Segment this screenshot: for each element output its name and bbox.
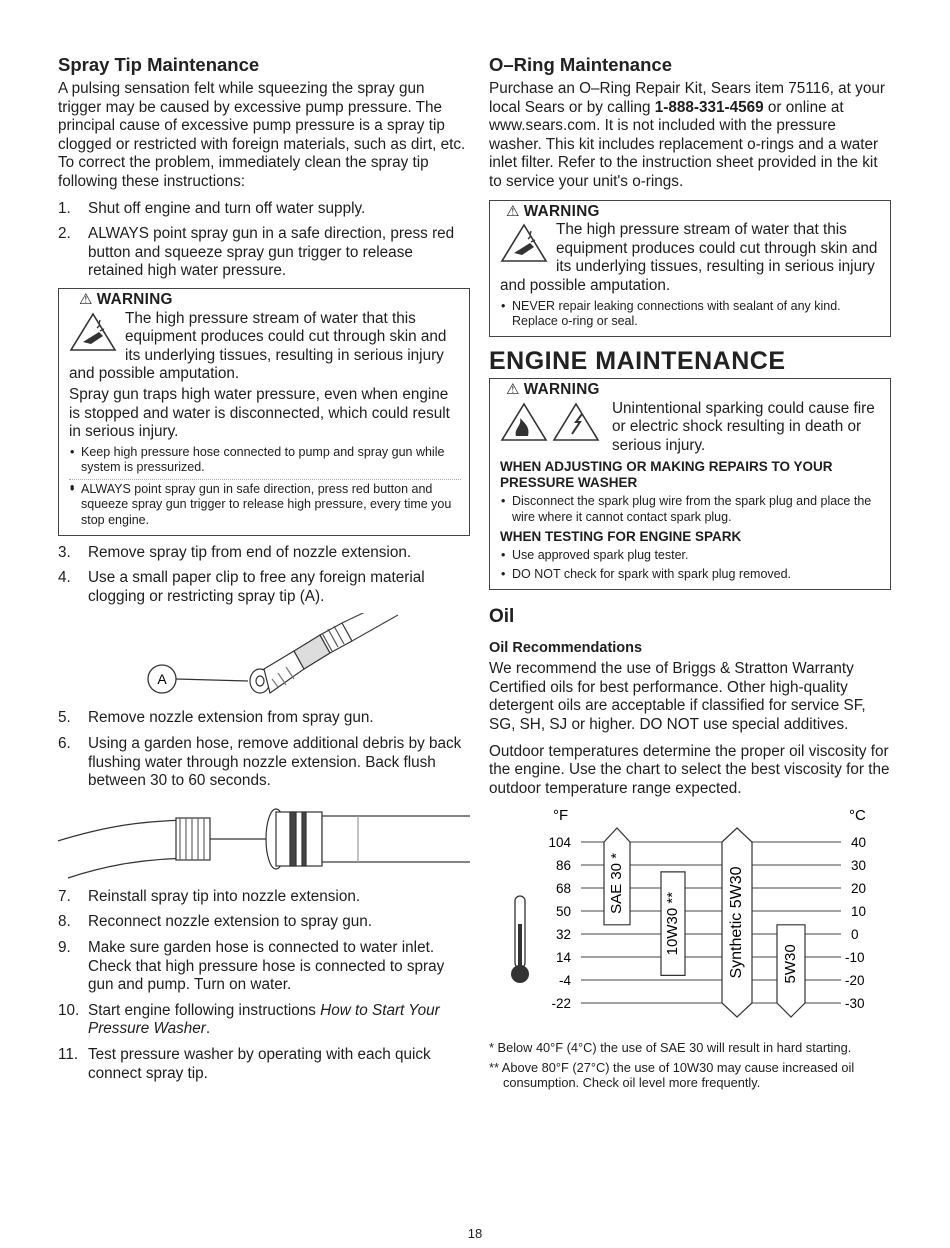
tick-f: 104 [548, 835, 571, 851]
page-number: 18 [467, 1226, 483, 1241]
tick-f: -22 [551, 996, 571, 1012]
tick-f: 32 [555, 927, 571, 943]
step-item: 5. Remove nozzle extension from spray gun. [58, 709, 374, 727]
steps-3-4 [58, 544, 470, 607]
oil-bar-label: Synthetic 5W30 [728, 866, 746, 979]
warning-text: The high pressure stream of water that this equipment produces could cut through skin and its underlying tissues, resulting in serious injury and possible amputation. [500, 221, 878, 294]
step-item: 8. Reconnect nozzle extension to spray gun. [58, 913, 373, 931]
warning-text-2: Spray gun traps high water pressure, even when engine is stopped and water is disconnected, which could result in serious injury. [69, 385, 450, 441]
warning-bullet: • Use approved spark plug tester. [500, 548, 882, 563]
warning-bullet: • Keep high pressure hose connected to pump and spray gun while system is pressurized. [69, 445, 461, 475]
spray-warning-box [58, 288, 470, 536]
engine-maintenance-title: ENGINE MAINTENANCE [489, 346, 786, 375]
hose-illustration [58, 798, 470, 888]
celsius-ticks [845, 835, 866, 1011]
step-item: 3. Remove spray tip from end of nozzle extension. [58, 543, 412, 561]
oil-bars [604, 828, 805, 1017]
warning-bullets [500, 548, 882, 582]
callout-a-label: A [157, 671, 167, 688]
warning-triangle-icon: ⚠ [506, 380, 520, 398]
tick-c: 20 [851, 881, 867, 897]
warning-bullets [69, 445, 461, 528]
tick-c: 0 [851, 927, 859, 943]
tick-f: 86 [555, 858, 571, 874]
right-column [489, 54, 891, 1095]
divider [69, 479, 461, 480]
warning-bullet: • NEVER repair leaking connections with sealant of any kind. Replace o-ring or seal. [500, 299, 882, 329]
oil-viscosity-chart-svg [489, 804, 891, 1034]
tick-f: 50 [555, 904, 571, 920]
fahrenheit-ticks [548, 835, 571, 1011]
steps-5-6 [58, 709, 470, 790]
celsius-unit: °C [849, 807, 866, 825]
fire-shock-hazard-icons [500, 402, 604, 440]
tick-c: 30 [851, 858, 867, 874]
tick-c: 40 [851, 835, 867, 851]
warning-bullets [500, 299, 882, 329]
cut-hazard-icon [500, 223, 548, 261]
footnote-10w30: ** Above 80°F (27°C) the use of 10W30 may cause increased oil consumption. Check oil level more frequently. [489, 1059, 855, 1091]
warning-label: WARNING [96, 290, 173, 308]
oil-bar [604, 828, 630, 925]
steps-7-11 [58, 888, 470, 1083]
warning-bullet: • Disconnect the spark plug wire from the spark plug and place the wire where it cannot contact spark plug. [500, 494, 882, 524]
oring-text: Purchase an O–Ring Repair Kit, Sears item 75116, at your local Sears or by calling 1-888-331-4569 or online at www.sears.com. It is not included with the pressure washer. This kit includes replacement o-rings and a water inlet filter. Refer to the instruction sheet provided in the kit to service your unit's o-rings. [489, 80, 885, 190]
oil-title: Oil [489, 606, 515, 628]
spray-tip-drawing [250, 613, 398, 693]
warning-triangle-icon: ⚠ [506, 202, 520, 220]
left-column [58, 54, 470, 1090]
oil-bar-label: 5W30 [781, 944, 799, 984]
tick-c: -10 [845, 950, 865, 966]
warning-bullet: • ALWAYS point spray gun in safe direction, press red button and squeeze spray gun trigger to release high pressure, every time you stop engine. [69, 482, 461, 528]
cut-hazard-icon [69, 312, 117, 350]
warning-label: WARNING [523, 202, 600, 220]
tick-f: -4 [558, 973, 571, 989]
warning-bullets [500, 494, 882, 524]
step-item: 7. Reinstall spray tip into nozzle extension. [58, 887, 361, 905]
tick-c: 10 [851, 904, 867, 920]
oil-bar [661, 872, 685, 976]
oring-title: O–Ring Maintenance [489, 54, 672, 75]
tick-c: -20 [845, 973, 865, 989]
step-item: 9. Make sure garden hose is connected to water inlet. Check that high pressure hose is connected to spray gun and pump. Turn on water. [58, 939, 445, 994]
spray-tip-illustration [58, 613, 470, 709]
step-item: 1. Shut off engine and turn off water supply. [58, 199, 366, 217]
footnote-sae30: * Below 40°F (4°C) the use of SAE 30 will result in hard starting. [489, 1040, 852, 1056]
steps-1-2 [58, 200, 470, 281]
oil-paragraph-1: We recommend the use of Briggs & Stratton Warranty Certified oils for best performance. Other high-quality detergent oils are acceptable if classified for service SF, SG, SH, SJ or higher. DO NOT use special additives. [489, 660, 866, 733]
oil-recommendations-title: Oil Recommendations [489, 640, 643, 657]
oil-paragraph-2: Outdoor temperatures determine the proper oil viscosity for the engine. Use the chart to select the best viscosity for the outdoor temperature range expected. [489, 742, 890, 797]
warning-label: WARNING [523, 380, 600, 398]
warning-text: The high pressure stream of water that this equipment produces could cut through skin and its underlying tissues, resulting in serious injury and possible amputation. [69, 309, 447, 383]
spray-tip-figure [58, 613, 470, 709]
hose-figure [58, 798, 470, 888]
testing-heading: WHEN TESTING FOR ENGINE SPARK [500, 528, 742, 544]
oil-bar-label: 10W30 ** [663, 892, 681, 956]
tick-f: 14 [555, 950, 571, 966]
oil-bar [722, 828, 752, 1017]
warning-triangle-icon: ⚠ [79, 290, 93, 308]
step-item: 4. Use a small paper clip to free any foreign material clogging or restricting spray tip (A). [58, 569, 425, 605]
adjusting-heading: WHEN ADJUSTING OR MAKING REPAIRS TO YOUR PRESSURE WASHER [500, 459, 833, 491]
warning-text: Unintentional sparking could cause fire or electric shock resulting in death or serious injury. [612, 399, 875, 454]
oil-bar [777, 925, 805, 1017]
fahrenheit-unit: °F [553, 807, 569, 825]
spray-tip-title: Spray Tip Maintenance [58, 54, 260, 75]
thermometer-icon [511, 896, 529, 983]
tick-c: -30 [845, 996, 865, 1012]
sears-phone: 1-888-331-4569 [654, 98, 764, 116]
warning-bullet: • DO NOT check for spark with spark plug removed. [500, 567, 882, 582]
step-item: 2. ALWAYS point spray gun in a safe direction, press red button and squeeze spray gun trigger to release retained high water pressure. [58, 225, 455, 280]
oil-viscosity-chart [489, 804, 891, 1034]
spray-tip-intro: A pulsing sensation felt while squeezing the spray gun trigger may be caused by excessive pump pressure. The principal cause of excessive pump pressure is a spray tip clogged or restricted with foreign materials, such as dirt, etc. To correct the problem, immediately clean the spray tip following these instructions: [58, 80, 466, 190]
step-item: 6. Using a garden hose, remove additional debris by back flushing water through nozzle extension. Back flush between 30 to 60 seconds. [58, 735, 462, 790]
step-item: 10. Start engine following instructions How to Start Your Pressure Washer. [58, 1001, 440, 1038]
engine-warning-box [489, 378, 891, 590]
tick-f: 68 [555, 881, 571, 897]
oring-warning-box [489, 200, 891, 337]
step-item: 11. Test pressure washer by operating with each quick connect spray tip. [58, 1046, 431, 1082]
oil-bar-label: SAE 30 * [607, 853, 625, 915]
